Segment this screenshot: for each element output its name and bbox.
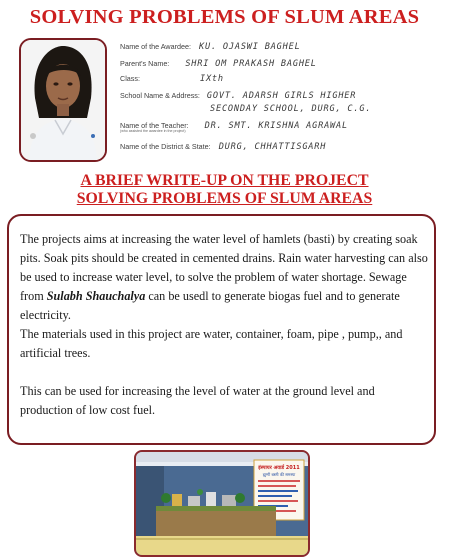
school-row-2 [210,104,371,114]
school-label: School Name & Address: [120,91,200,100]
poster-subtitle: झुग्गी बस्ती की समस्या [262,472,296,477]
writeup-emphasis: Sulabh Shauchalya [46,289,146,303]
teacher-value: DR. SMT. KRISHNA AGRAWAL [204,121,348,131]
writeup-paragraph-3: This can be used for increasing the level of water at the ground level and production of low cost fuel. [20,384,375,417]
district-value: DURG, CHHATTISGARH [218,142,327,152]
parent-name-label: Parent's Name: [120,59,170,68]
district-row [120,142,326,152]
teacher-sublabel: (who assisted the awardee in the project) [120,129,186,133]
school-value-line2: SECONDAY SCHOOL, DURG, C.G. [210,104,372,114]
school-row [120,91,356,101]
parent-name-value: SHRI OM PRAKASH BAGHEL [185,59,317,69]
poster-title: इंस्पायर अवार्ड 2011 [258,465,300,471]
teacher-label: Name of the Teacher: [120,121,189,130]
parent-name-row [120,59,317,69]
awardee-photo [19,38,107,162]
class-label: Class: [120,74,140,83]
writeup-paragraph-1-part1: The projects aims at increasing the water level of hamlets (basti) by creating soak pits. Soak pits should be created in cemented drains. Rain water harvesting can also be used to increase water level, to solve the problem of water shortage. Sewage from [20,232,428,303]
writeup-paragraph-2: The materials used in this project are water, container, foam, pipe , pump,, and artificial trees. [20,327,403,360]
awardee-name-row [120,42,301,52]
class-row [120,74,224,84]
teacher-row [120,121,348,133]
class-value: IXth [199,74,224,84]
school-value-line1: GOVT. ADARSH GIRLS HIGHER [206,91,357,101]
writeup-heading-line2: SOLVING PROBLEMS OF SLUM AREAS [76,190,373,207]
awardee-name-label: Name of the Awardee: [120,42,191,51]
writeup-paragraph-1-part2: can be usedl to generate biogas fuel and to generate electricity. [20,289,400,322]
awardee-name-value: KU. OJASWI BAGHEL [199,42,301,52]
writeup-paragraph-1 [20,230,428,325]
district-label: Name of the District & State: [120,142,211,151]
exhibit-photo [134,450,310,557]
page-title: SOLVING PROBLEMS OF SLUM AREAS [29,6,420,28]
teacher-label-group [120,121,189,133]
writeup-heading-line1: A BRIEF WRITE-UP ON THE PROJECT [80,172,369,189]
